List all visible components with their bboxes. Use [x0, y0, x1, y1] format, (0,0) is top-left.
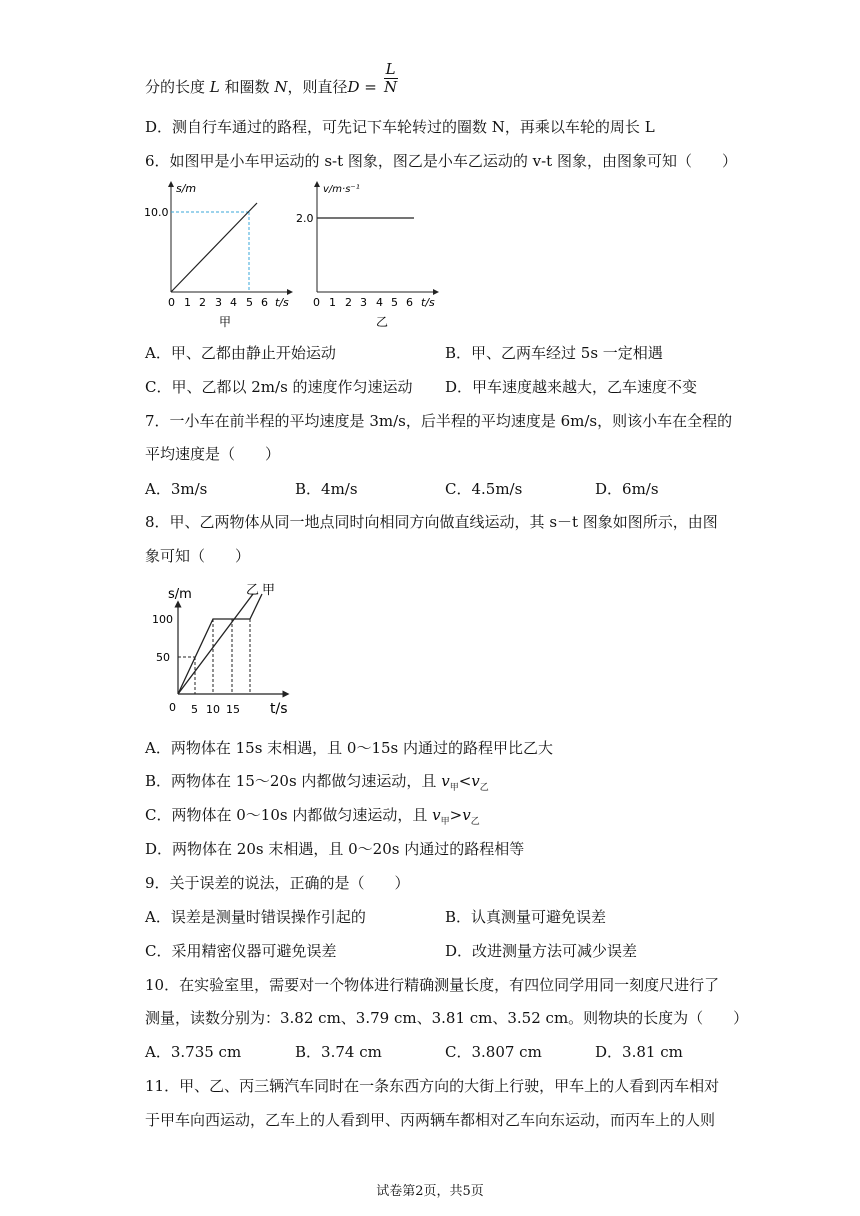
- text: B．两物体在 15～20s 内都做匀速运动，且: [145, 772, 442, 790]
- q10-option-b: B．3.74 cm: [295, 1043, 382, 1061]
- y-tick-label: 2.0: [296, 212, 314, 225]
- legend-jia: 甲: [262, 583, 276, 598]
- y-tick-label: 10.0: [144, 206, 169, 219]
- fraction-denominator: N: [384, 77, 398, 96]
- y-tick-label: 100: [152, 613, 173, 626]
- var-v: v: [441, 772, 450, 790]
- q11-line2: 于甲车向西运动，乙车上的人看到甲、丙两辆车都相对乙车向东运动，而丙车上的人则: [145, 1111, 716, 1129]
- x-axis-label: t/s: [421, 296, 435, 309]
- x-axis-label: t/s: [270, 701, 288, 717]
- equals: =: [359, 78, 382, 96]
- q8-option-c: [145, 805, 480, 832]
- y-tick-label: 50: [156, 651, 170, 664]
- q7-option-c: C．4.5m/s: [445, 480, 523, 498]
- x-tick: 6: [406, 296, 413, 309]
- line-jia: [178, 594, 262, 694]
- text: 和圈数: [224, 78, 270, 96]
- x-tick: 10: [206, 703, 220, 716]
- x-tick: 3: [215, 296, 222, 309]
- x-tick-labels: [168, 296, 268, 309]
- q10-stem-line1: 10．在实验室里，需要对一个物体进行精确测量长度，有四位同学用同一刻度尺进行了: [145, 976, 720, 994]
- q9-option-d: D．改进测量方法可减少误差: [445, 942, 638, 960]
- subscript: 甲: [440, 817, 450, 827]
- text-line-diameter: [145, 59, 398, 97]
- q10-option-a: A．3.735 cm: [145, 1043, 242, 1061]
- var-v: v: [471, 772, 480, 790]
- q8-stem-line2: 象可知（ ）: [145, 547, 251, 565]
- var-v: v: [462, 806, 471, 824]
- q7-option-d: D．6m/s: [595, 480, 659, 498]
- x-tick: 15: [226, 703, 240, 716]
- x-tick: 1: [329, 296, 336, 309]
- legend-yi: 乙: [246, 583, 260, 598]
- q6-option-b: B．甲、乙两车经过 5s 一定相遇: [445, 344, 663, 362]
- y-axis-label: s/m: [176, 182, 197, 195]
- x-tick: 6: [261, 296, 268, 309]
- q6-option-d: D．甲车速度越来越大，乙车速度不变: [445, 378, 698, 396]
- q6-option-c: C．甲、乙都以 2m/s 的速度作匀速运动: [145, 378, 413, 396]
- q8-option-b: [145, 771, 489, 798]
- x-tick: 4: [376, 296, 383, 309]
- figure-caption: 乙: [376, 315, 389, 329]
- q8-stem-line1: 8．甲、乙两物体从同一地点同时向相同方向做直线运动，其 s－t 图象如图所示，由图: [145, 513, 718, 531]
- x-tick: 5: [391, 296, 398, 309]
- var-N: N: [274, 78, 288, 96]
- subscript: 乙: [470, 817, 480, 827]
- var-D: D: [347, 78, 360, 96]
- x-tick: 3: [360, 296, 367, 309]
- q9-option-b: B．认真测量可避免误差: [445, 908, 607, 926]
- text: C．两物体在 0～10s 内都做匀速运动，且: [145, 806, 433, 824]
- q9-stem: 9．关于误差的说法，正确的是（ ）: [145, 874, 410, 892]
- x-tick: 0: [313, 296, 320, 309]
- q8-option-d: D．两物体在 20s 末相遇，且 0～20s 内通过的路程相等: [145, 840, 525, 858]
- page-footer: 试卷第2页，共5页: [376, 1184, 484, 1199]
- x-tick: 4: [230, 296, 237, 309]
- option-d-wheel: D．测自行车通过的路程，可先记下车轮转过的圈数 N，再乘以车轮的周长 L: [145, 118, 655, 136]
- st-line-jia: [171, 203, 257, 292]
- var-v: v: [432, 806, 441, 824]
- text: ，则直径: [287, 78, 348, 96]
- q8-option-a: A．两物体在 15s 末相遇，且 0～15s 内通过的路程甲比乙大: [145, 739, 554, 757]
- q11-line1: 11．甲、乙、丙三辆汽车同时在一条东西方向的大街上行驶，甲车上的人看到丙车相对: [145, 1077, 720, 1095]
- fraction: [384, 61, 398, 96]
- q7-stem-line2: 平均速度是（ ）: [145, 445, 281, 463]
- y-axis-label: v/m·s⁻¹: [323, 184, 360, 195]
- x-tick-labels: [313, 296, 413, 309]
- q6-stem: 6．如图甲是小车甲运动的 s-t 图象，图乙是小车乙运动的 v-t 图象，由图象可知（ ）: [145, 152, 737, 170]
- q7-option-b: B．4m/s: [295, 480, 358, 498]
- var-L: L: [209, 78, 220, 96]
- line-yi: [178, 594, 253, 694]
- figure-yi-vt-graph: [290, 178, 450, 333]
- q10-option-d: D．3.81 cm: [595, 1043, 683, 1061]
- figure-jia-st-graph: [140, 178, 300, 333]
- fraction-numerator: L: [385, 59, 396, 78]
- subscript: 甲: [449, 783, 459, 793]
- x-tick: 2: [345, 296, 352, 309]
- q10-stem-line2: 测量，读数分别为：3.82 cm、3.79 cm、3.81 cm、3.52 cm。则物块的长度为（ ）: [145, 1009, 749, 1027]
- figure-caption: 甲: [219, 315, 232, 329]
- x-tick: 0: [168, 296, 175, 309]
- y-axis-label: s/m: [168, 587, 192, 602]
- x-tick: 5: [191, 703, 198, 716]
- x-tick: 2: [199, 296, 206, 309]
- x-axis-label: t/s: [275, 296, 289, 309]
- figure-q8-st-graph: [140, 580, 320, 725]
- q6-option-a: A．甲、乙都由静止开始运动: [145, 344, 336, 362]
- x-tick: 1: [184, 296, 191, 309]
- x-tick: 5: [246, 296, 253, 309]
- operator: <: [458, 772, 472, 790]
- q7-option-a: A．3m/s: [145, 480, 208, 498]
- subscript: 乙: [479, 783, 489, 793]
- operator: >: [449, 806, 463, 824]
- q10-option-c: C．3.807 cm: [445, 1043, 542, 1061]
- q7-stem-line1: 7．一小车在前半程的平均速度是 3m/s，后半程的平均速度是 6m/s，则该小车在全程的: [145, 412, 733, 430]
- text: 分的长度: [145, 78, 206, 96]
- q9-option-c: C．采用精密仪器可避免误差: [145, 942, 337, 960]
- x-tick: 0: [169, 701, 176, 714]
- q9-option-a: A．误差是测量时错误操作引起的: [145, 908, 366, 926]
